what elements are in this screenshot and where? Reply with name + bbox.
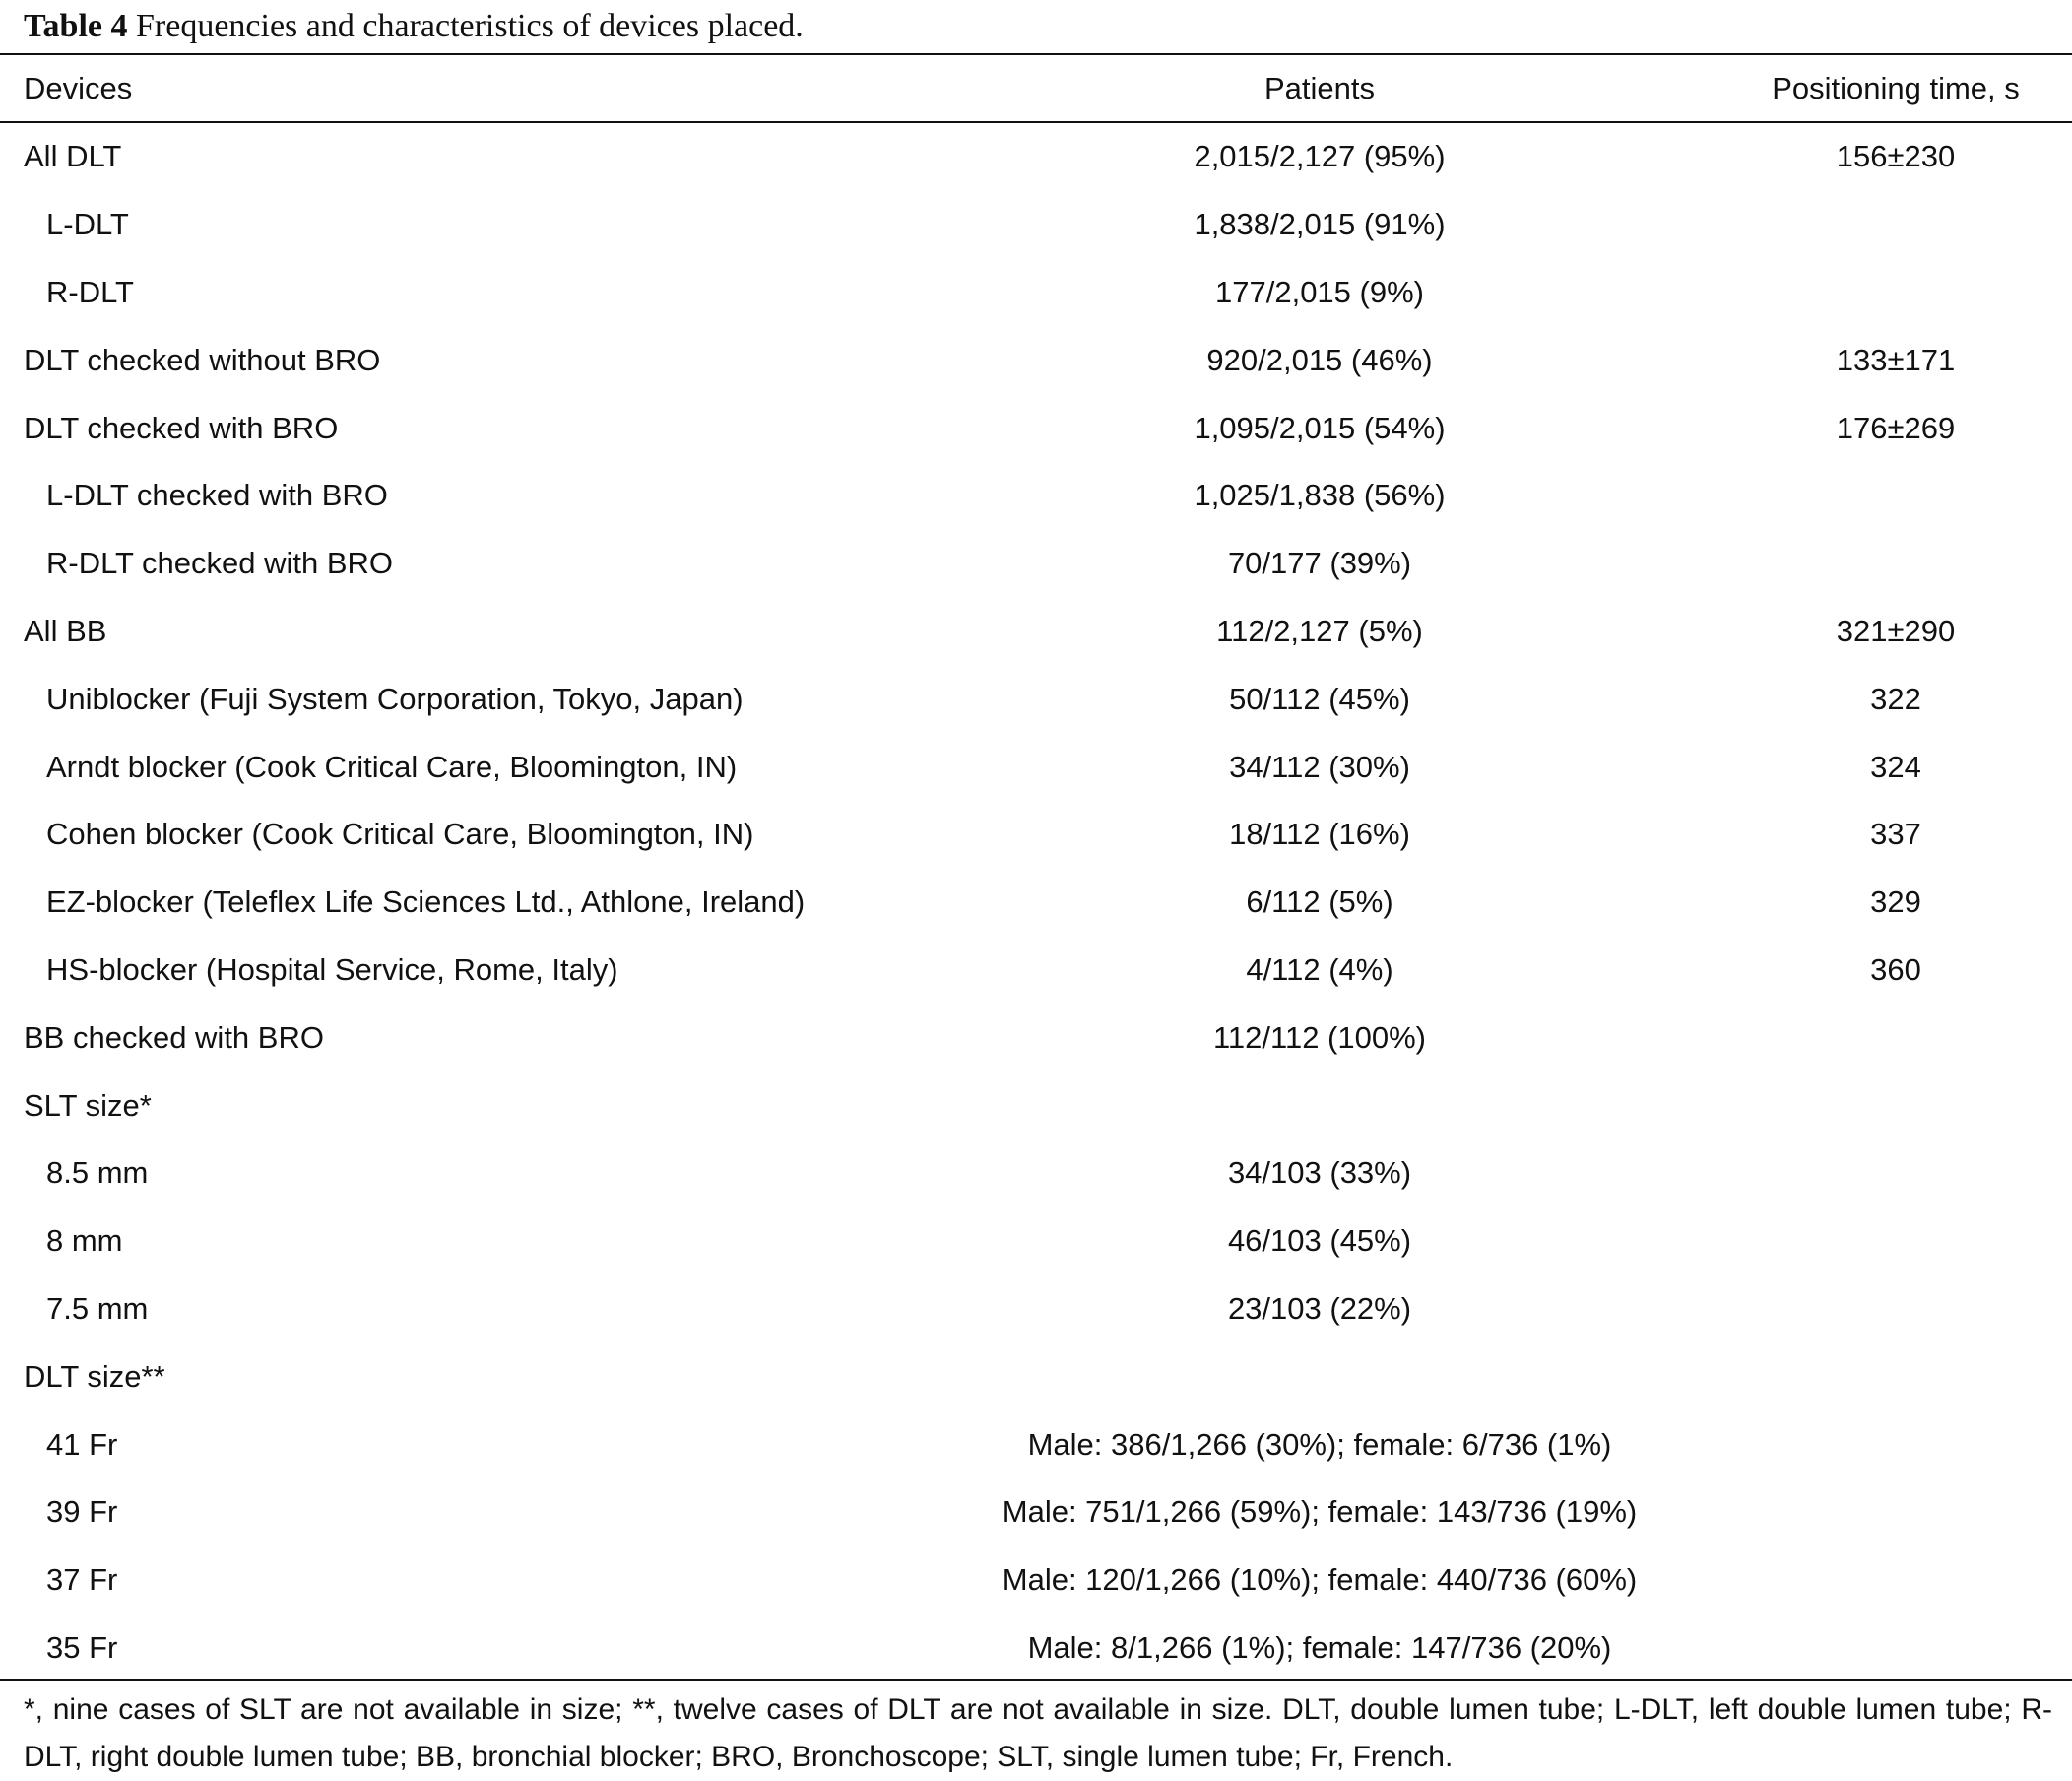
table-row [0,462,2072,530]
patients-cell: 1,838/2,015 (91%) [1194,207,1446,242]
table-row [0,1072,2072,1140]
patients-cell: 112/112 (100%) [1212,1020,1426,1055]
table-row [0,394,2072,462]
device-cell: 8 mm [46,1223,123,1259]
positioning-time-cell [1733,191,2058,259]
patients-cell: 34/112 (30%) [1229,749,1410,784]
positioning-time-cell: 133±171 [1836,342,1956,377]
positioning-time-cell [1733,1276,2058,1344]
device-cell: DLT checked without BRO [24,342,381,377]
table-row [0,1140,2072,1208]
table-row [0,1479,2072,1547]
positioning-time-cell [1733,259,2058,327]
device-cell: All DLT [24,139,122,174]
patients-cell: 920/2,015 (46%) [1206,342,1433,377]
patients-cell: 46/103 (45%) [1227,1223,1412,1259]
device-cell: 37 Fr [46,1562,118,1598]
table-row [0,1411,2072,1479]
patients-cell: Male: 8/1,266 (1%); female: 147/736 (20%) [1027,1629,1612,1665]
device-cell: L-DLT checked with BRO [46,478,388,513]
header-patients: Patients [1263,70,1375,105]
header-devices: Devices [24,70,133,105]
patients-cell: Male: 386/1,266 (30%); female: 6/736 (1%) [1027,1426,1612,1462]
table-row [0,733,2072,801]
device-cell: DLT checked with BRO [24,410,339,445]
header-positioning-time: Positioning time, s [1772,70,2020,105]
table-header [0,55,2072,121]
positioning-time-cell [1733,462,2058,530]
patients-cell: 6/112 (5%) [1246,885,1393,920]
table-row [0,191,2072,259]
device-cell: 35 Fr [46,1629,118,1665]
table-row [0,665,2072,733]
patients-cell: 4/112 (4%) [1246,952,1393,987]
device-cell: Uniblocker (Fuji System Corporation, Tokyo, Japan) [46,681,744,716]
positioning-time-cell: 337 [1870,817,1921,852]
table-row [0,530,2072,598]
positioning-time-cell [1733,1615,2058,1682]
device-cell: R-DLT [46,274,134,309]
table-row [0,1615,2072,1682]
patients-cell: 34/103 (33%) [1227,1155,1412,1191]
table-row [0,1343,2072,1411]
patients-cell: 23/103 (22%) [1227,1290,1412,1326]
positioning-time-cell [1733,1411,2058,1479]
device-cell: 7.5 mm [46,1290,149,1326]
device-cell: Arndt blocker (Cook Critical Care, Bloomington, IN) [46,749,738,784]
positioning-time-cell [1733,1343,2058,1411]
patients-cell: Male: 120/1,266 (10%); female: 440/736 (60%) [1002,1562,1638,1598]
device-cell: 39 Fr [46,1494,118,1530]
positioning-time-cell [1733,530,2058,598]
table-caption [24,4,804,49]
positioning-time-cell [1733,1140,2058,1208]
table-row [0,937,2072,1005]
positioning-time-cell [1733,1547,2058,1615]
table-footnote: *, nine cases of SLT are not available in size; **, twelve cases of DLT are not available in size. DLT, double lumen tube; L-DLT, left double lumen tube; R-DLT, right double lumen tube; BB, bronchial blocker; BRO, Bronchoscope; SLT, single lumen tube; Fr, French. [24,1693,2052,1773]
patients-cell [867,1072,1773,1140]
device-cell: EZ-blocker (Teleflex Life Sciences Ltd., Athlone, Ireland) [46,885,806,920]
device-cell: SLT size* [24,1088,152,1123]
table-row [0,1208,2072,1276]
patients-cell [867,1343,1773,1411]
patients-cell: 112/2,127 (5%) [1216,613,1423,648]
table-row [0,869,2072,937]
positioning-time-cell: 360 [1870,952,1921,987]
table-label: Table 4 [24,8,128,44]
patients-cell: 70/177 (39%) [1227,546,1412,581]
device-cell: BB checked with BRO [24,1020,324,1055]
patients-cell: 1,025/1,838 (56%) [1194,478,1446,513]
bottom-rule [0,1679,2072,1681]
patients-cell: 177/2,015 (9%) [1215,274,1424,309]
positioning-time-cell [1733,1004,2058,1072]
positioning-time-cell: 322 [1870,681,1921,716]
table-row [0,259,2072,327]
device-cell: DLT size** [24,1358,165,1394]
positioning-time-cell: 156±230 [1836,139,1956,174]
patients-cell: 50/112 (45%) [1229,681,1410,716]
patients-cell: 2,015/2,127 (95%) [1194,139,1446,174]
positioning-time-cell: 324 [1870,749,1921,784]
positioning-time-cell [1733,1208,2058,1276]
patients-cell: Male: 751/1,266 (59%); female: 143/736 (19%) [1002,1494,1638,1530]
device-cell: Cohen blocker (Cook Critical Care, Bloomington, IN) [46,817,754,852]
device-cell: All BB [24,613,107,648]
device-cell: L-DLT [46,207,129,242]
positioning-time-cell [1733,1479,2058,1547]
table-row [0,598,2072,666]
table-row [0,1276,2072,1344]
table-row [0,123,2072,191]
patients-cell: 18/112 (16%) [1229,817,1410,852]
positioning-time-cell: 321±290 [1836,613,1956,648]
positioning-time-cell: 176±269 [1836,410,1956,445]
device-cell: 8.5 mm [46,1155,149,1191]
table-title: Frequencies and characteristics of devices placed. [136,8,804,44]
table-row [0,801,2072,869]
patients-cell: 1,095/2,015 (54%) [1194,410,1446,445]
table-row [0,1004,2072,1072]
device-cell: R-DLT checked with BRO [46,546,394,581]
positioning-time-cell [1733,1072,2058,1140]
positioning-time-cell: 329 [1870,885,1921,920]
device-cell: 41 Fr [46,1426,118,1462]
table-row [0,1547,2072,1615]
device-cell: HS-blocker (Hospital Service, Rome, Italy) [46,952,618,987]
table-row [0,326,2072,394]
